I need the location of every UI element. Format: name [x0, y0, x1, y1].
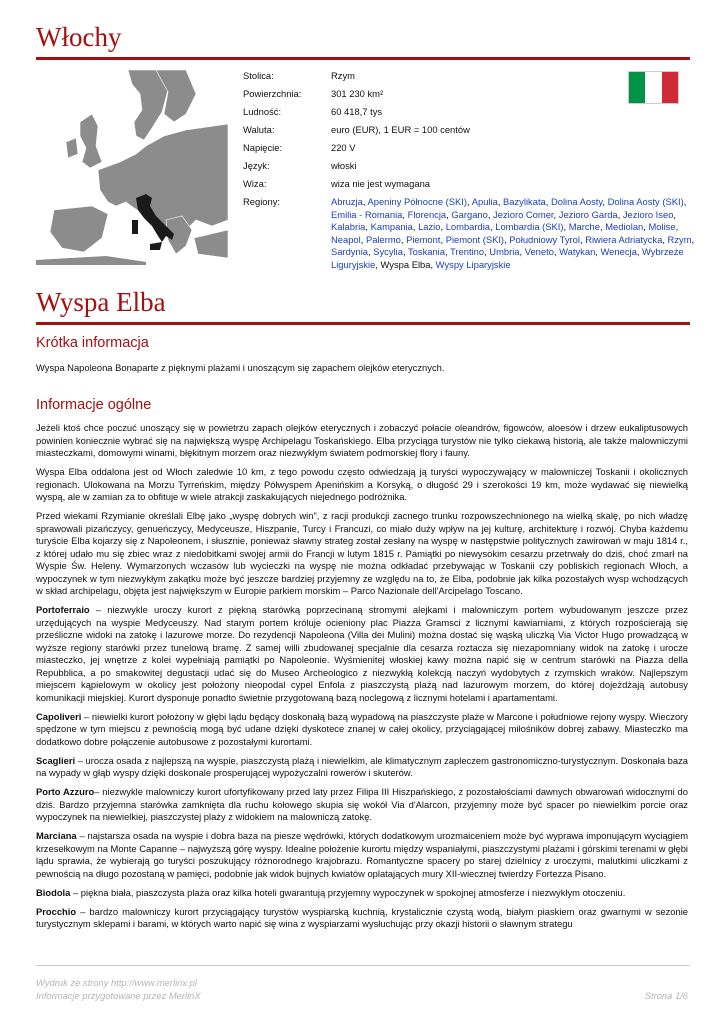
region-link[interactable]: Palermo	[365, 233, 401, 245]
paragraph-text: Przed wiekami Rzymianie określali Elbę jako „wyspę dobrych win", z racji produkcji zacnego trunku rozpowszechnionego na wielką skalę, po nich władzę sprawowali pizańczycy, genueńczycy, Medyceusze, Hiszpanie, Turcy i Francuzi, co miało duży wpływ na jej kulturę, architekturę i rozwój. Chyba każdemu turyście Elba kojarzy się z Napoleonem, i słusznie, ponieważ sławny strateg został zesłany na wyspę w następstwie politycznych zawirowań w maju 1814 r., z której udało mu się zbiec wraz z niedobitkami swojej armii do Francji w lutym 1815 r. Pamiątki po niewysokim cesarzu przetrwały do dziś, choć zmarł na Wyspie Św. Heleny. Wymarzonych wczasów lub wycieczki na wyspę nie można odkładać przebywając w Toskanii czy pobliskich regionach Włoch, a wypoczynek w tym niezwykłym zakątku może być jeszcze bardziej przyjemny ze względu na to, że Elba, podobnie jak kilka pozostałych wysp wchodzących w skład archipelagu, objęta jest największym w Europie parkiem morskim – Parco Nazionale dell'Arcipelago Toscano.	[36, 510, 688, 596]
region-link[interactable]: Sycylia	[373, 246, 403, 257]
paragraph-lead: Scaglieri	[36, 754, 76, 766]
paragraph-lead: Portoferraio	[36, 604, 90, 615]
general-info-heading: Informacje ogólne	[36, 397, 152, 413]
short-info-heading: Krótka informacja	[36, 335, 149, 351]
paragraph-text: – niezwykle malowniczy kurort ufortyfikowany przed laty przez Filipa III Hiszpańskiego, z pozostałościami dawnych obwarowań widocznymi do dziś. Bardzo przyjemna starówka zamknięta dla ruchu kołowego skupia się wokół Via d'Alarcon, przyjemny może być spacer po niewielkim porcie oraz wypoczynek na niewielkiej, piaszczystej plaży z widokiem na malowniczą zatokę.	[36, 786, 688, 822]
region-link[interactable]: Piemont (SKI)	[445, 233, 505, 245]
region-link[interactable]: Lazio	[418, 221, 441, 232]
paragraph-text: – niezwykle uroczy kurort z piękną starówką poprzecinaną stromymi alejkami i malowniczym portem wybudowanym jeszcze przez urzędujących na wyspie Medyceuszy. Nad starym portem króluje ocieniony plac Piazza Gramsci z licznymi kawiarniami, z których rozpościerają się prześliczne widoki na zatokę i lazurowe morze. Do rezydencji Napoleona (Villa dei Mulini) można dostać się wąską uliczką Via Victor Hugo prowadzącą w wyższe regiony starówki przez tunelową bramę. Z samej willi zbudowanej specjalnie dla cesarza roztacza się niezapomniany widok na zatokę i urocze miasteczko, jej wnętrze z kolei wypełniają pamiątki po Napoleonie. Wyśmienitej włoskiej kawy można napić się w centrum starówki na Piazza della Repubblica, a po smakowitej degustacji udać się do Museo Archeologico z niezwykłą kolekcją naczyń wydobytych z rzymskich wraków. Najlepszym miejscem kąpielowym w okolicy jest położony nieopodal cypel Enfola z piaszczystą plażą nad lazurowym morzem, do której dojeżdżają autobusy komunikacji miejskiej. Kurort dysponuje ponadto świetnie przygotowaną bazą noclegową z licznymi hotelami i apartamentami.	[36, 604, 688, 703]
region-link[interactable]: Gargano	[451, 208, 488, 220]
europe-map	[36, 70, 228, 265]
regions-list: Abruzja, Apeniny Północne (SKI), Apulia, Bazylikata, Dolina Aosty, Dolina Aosty (SKI), Emilia - Romania, Florencja, Gargano, Jezioro Comer, Jezioro Garda, Jezioro Iseo, Kalabria, Kampania, Lazio, Lombardia, Lombardia (SKI), Marche, Mediolan, Molise, Neapol, Palermo, Piemont, Piemont (SKI), Południowy Tyrol, Riwiera Adriatycka, Rzym, Sardynia, Sycylia, Toskania, Trentino, Umbria, Veneto, Watykan, Wenecja, Wybrzeże Liguryjskie, Wyspa Elba, Wyspy Liparyjskie	[331, 196, 695, 270]
region-link[interactable]: Kalabria	[331, 221, 366, 232]
place-title-rule	[36, 322, 690, 325]
region-link[interactable]: Jezioro Iseo	[622, 208, 674, 220]
footer	[36, 977, 688, 1002]
region-link[interactable]: Wybrzeże Liguryjskie	[331, 246, 684, 270]
paragraph-lead: Biodola	[36, 886, 71, 898]
region-link[interactable]: Jezioro Comer	[493, 208, 554, 220]
region-link[interactable]: Lombardia (SKI)	[495, 221, 564, 232]
region-link[interactable]: Dolina Aosty (SKI)	[607, 196, 684, 207]
paragraph-text: – bardzo malowniczy kurort przyciągający turystów wyspiarską kuchnią, krystalicznie czystą wodą, białym piaskiem oraz gwarnymi w sezonie turystycznym sklepami i barami, w których warto napić się wina z wyspiarzami wysłuchując przy okazji historii o sławnym strategu	[36, 905, 688, 929]
region-link[interactable]: Florencja	[407, 208, 447, 220]
paragraph-lead: Capoliveri	[36, 710, 82, 722]
paragraph-text: – piękna biała, piaszczysta plaża oraz kilka hoteli gwarantują przyjemny wypoczynek w spokojnej atmosferze i niezwykłym otoczeniu.	[70, 886, 626, 898]
title-rule	[36, 57, 690, 60]
region-link: Wyspa Elba	[380, 258, 431, 270]
footer-author: Informacje przygotowane przez MerlinX	[36, 989, 201, 1001]
footer-source: Wydruk ze strony http://www.merlinx.pl	[36, 977, 197, 988]
paragraph-text: Wyspa Elba oddalona jest od Włoch zaledwie 10 km, z tego powodu często odwiedzają ją turyści wypoczywający w malowniczej Toskanii i okolicznych regionach. Ulokowana na Morzu Tyrreńskim, między Półwyspem Apenińskim a Korsyką, o długość 29 i szerokości 19 km, może wydawać się niewielką wyspą, ale w zamian za to obfituje w wiele atrakcji zaskakujących niejednego podróżnika.	[36, 466, 688, 502]
country-facts	[243, 70, 698, 277]
short-info-paragraph: Wyspa Napoleona Bonaparte z pięknymi plażami i unoszącym się zapachem olejków eterycznych.	[36, 362, 445, 373]
region-link[interactable]: Wyspy Liparyjskie	[435, 258, 511, 270]
region-link[interactable]: Riwiera Adriatycka	[585, 233, 663, 245]
country-title: Włochy	[36, 22, 122, 52]
paragraph-text: – najstarsza osada na wyspie i dobra baza na piesze wędrówki, których dodatkowym urozmaiceniem może być wyprawa imponującym wyciągiem krzesełkowym na Monte Capanne – najwyższą górę wyspy. Idealne położenie kurortu między wspaniałymi, piaszczystymi plażami i górskimi terenami w głębi lądu sprawia, że wybierają go turyści poszukujący różnorodnego krajobrazu. Romantyczne spacery po starej dzielnicy z uroczymi, malutkimi uliczkami z pewnością na długo pozostaną w pamięci, podobnie jak widok bujnych kwiatów oplatających mury XII-wiecznej twierdzy Fortezza Pisano.	[36, 830, 688, 879]
fact-row: Stolica: Rzym	[243, 70, 355, 81]
info-paragraph	[36, 711, 688, 749]
general-info-text	[36, 422, 688, 937]
paragraph-lead: Porto Azzuro	[36, 786, 95, 797]
info-paragraph	[36, 604, 688, 704]
region-link[interactable]: Molise	[648, 221, 676, 232]
region-link[interactable]: Trentino	[450, 246, 485, 257]
region-link[interactable]: Piemont	[406, 233, 441, 245]
region-link[interactable]: Watykan	[559, 246, 596, 257]
page-number: Strona 1/6	[644, 989, 688, 1001]
region-link[interactable]: Bazylikata	[503, 196, 546, 207]
region-link[interactable]: Kampania	[370, 221, 413, 232]
region-link[interactable]: Mediolan	[605, 221, 644, 232]
paragraph-text: – urocza osada z najlepszą na wyspie, piaszczystą plażą i niewielkim, ale klimatycznym zapleczem gastronomiczno-turystycznym. Doskonała baza na wypady w głąb wyspy dzięki doskonale prosperującej wypożyczalni rowerów i skuterów.	[36, 754, 688, 778]
region-link[interactable]: Umbria	[489, 246, 520, 257]
paragraph-lead: Procchio	[36, 905, 77, 917]
region-link[interactable]: Dolina Aosty	[550, 196, 603, 207]
region-link[interactable]: Lombardia	[445, 221, 491, 232]
region-link[interactable]: Wenecja	[600, 246, 637, 257]
info-paragraph	[36, 887, 688, 900]
info-paragraph	[36, 422, 688, 460]
fact-row: Wiza: wiza nie jest wymagana	[243, 178, 431, 189]
fact-row: Napięcie: 220 V	[243, 142, 356, 153]
info-paragraph	[36, 755, 688, 780]
regions-label: Regiony:	[243, 196, 281, 207]
info-paragraph	[36, 830, 688, 880]
region-link[interactable]: Abruzja	[331, 196, 363, 207]
region-link[interactable]: Sardynia	[331, 246, 369, 257]
footer-rule	[36, 965, 690, 966]
paragraph-text: Jeżeli ktoś chce poczuć unoszący się w powietrzu zapach olejków eterycznych i zobaczyć połacie oleandrów, figowców, aloesów i drzew eukaliptusowych powinien koniecznie wybrać się na największą wyspę Archipelagu Toskańskiego. Elba przyciąga turystów nie tylko ciekawą historią, ale także malowniczymi miasteczkami, domowymi winami, błękitnym morzem oraz niezwykłym światem podmorskiej flory i fauny.	[36, 422, 688, 458]
fact-row: Waluta: euro (EUR), 1 EUR = 100 centów	[243, 124, 470, 135]
region-link[interactable]: Toskania	[407, 246, 445, 257]
info-paragraph	[36, 786, 688, 824]
info-paragraph	[36, 466, 688, 504]
region-link[interactable]: Apulia	[471, 196, 498, 207]
regions-row	[243, 196, 698, 271]
region-link[interactable]: Apeniny Północne (SKI)	[367, 196, 468, 207]
region-link[interactable]: Emilia - Romania	[331, 208, 403, 220]
region-link[interactable]: Neapol	[331, 233, 361, 245]
short-info-text	[36, 362, 688, 381]
fact-row: Powierzchnia: 301 230 km²	[243, 88, 384, 99]
region-link[interactable]: Veneto	[524, 246, 554, 257]
fact-row: Ludność: 60 418,7 tys	[243, 106, 383, 117]
place-title: Wyspa Elba	[36, 287, 166, 317]
info-paragraph	[36, 510, 688, 598]
region-link[interactable]: Południowy Tyrol	[509, 233, 580, 245]
paragraph-text: – niewielki kurort położony w głębi lądu będący doskonałą bazą wypadową na piaszczyste plaże w Marcone i południowe rejony wyspy. Wieczory spędzone w tym miejscu z pewnością mogą być udane dzięki dyskotece znanej w całej okolicy, przyciągającej miłośników dobrej zabawy. Miasteczko ma dodatkowo dobre połączenie autobusowe z pozostałymi kurortami.	[36, 710, 688, 747]
region-link[interactable]: Rzym	[667, 233, 692, 245]
region-link[interactable]: Marche	[568, 221, 600, 232]
fact-row: Język: włoski	[243, 160, 357, 171]
region-link[interactable]: Jezioro Garda	[558, 208, 618, 220]
info-paragraph	[36, 906, 688, 931]
paragraph-lead: Marciana	[36, 830, 77, 841]
